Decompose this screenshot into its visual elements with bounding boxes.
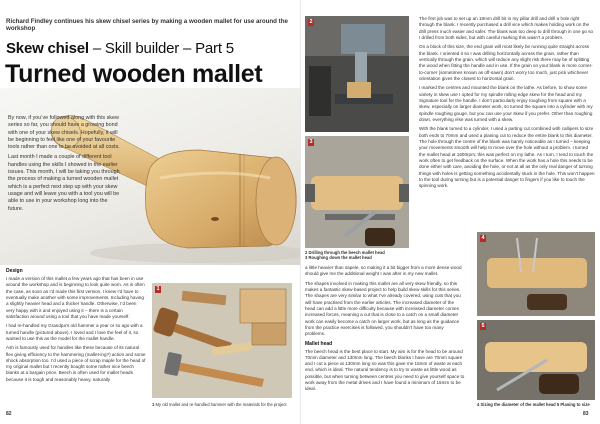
figure-5-photo xyxy=(477,320,595,400)
lathe-roughing-illustration xyxy=(305,136,409,248)
body-column-a xyxy=(419,16,595,193)
series-heading xyxy=(6,40,234,57)
figure-number: 1 xyxy=(156,286,160,292)
body-column-b xyxy=(305,265,465,396)
figure-2-photo xyxy=(305,16,409,132)
body-paragraph: The beech head is the best place to start. My aim is for the head to be around 70mm diameter and 130mm long. The beech blanks I have are 70mm square and I cut a piece at 130mm long so was this gave me 15mm of waste at each end, which is ideal. The natural tendency is to try to waste as little wood as possible, but when turning between centres you need to give yourself space to work away from the metal drives and I have found a minimum of 15mm to be ideal. xyxy=(305,348,465,392)
caption-text: Roughing down the mallet head xyxy=(308,255,372,261)
caption-line xyxy=(305,255,409,260)
figure-number: 3 xyxy=(309,139,313,145)
caption-number: 3 xyxy=(305,255,308,261)
planing-cut-illustration xyxy=(477,320,595,400)
caption-text: Planing to size xyxy=(560,402,590,407)
caption-number: 5 xyxy=(556,402,560,407)
pillar-drill-illustration xyxy=(305,16,409,132)
intro-paragraph: Last month I made a couple of different tool handles using the skills I showed in the earlier issues. This month, I will be taking you through the process of making a turned wooden mallet which is a perfect next step up with your skew usage and will leave you with a tool you will be able to use in your workshop long into the future. xyxy=(8,154,120,212)
body-paragraph: On a block of this size, the end grain will most likely be running quite straight across the blank. I oriented it so I was drilling horizontally across the grain, rather than vertically through the grain, which will reduce any slight risk there may be of splitting the wood when fitting the handle and in use. If the grain on your blank is more corner-to-corner (sometimes known as off-sawn) don’t worry too much, just pick whichever orientation gives the closest to horizontal grain. xyxy=(419,44,593,81)
series-bold: Skew chisel xyxy=(6,40,89,57)
design-heading: Design xyxy=(6,268,23,274)
caption-number: 1 xyxy=(152,402,155,407)
figure-number: 2 xyxy=(309,19,313,25)
intro-paragraph: By now, if you’ve followed along with this skew series so far, you should have a growing bond with one of your skew chisels. Hopefully, it will be beginning to feel like one of your favourite tools rather than one to be avoided at all costs. xyxy=(8,115,120,151)
figure-1-photo xyxy=(152,283,292,398)
tools-illustration xyxy=(152,283,292,398)
folio-left: 82 xyxy=(6,411,12,417)
figure-number: 5 xyxy=(481,323,485,329)
strapline: Richard Findley continues his skew chisel series by making a wooden mallet for use around the workshop xyxy=(6,18,288,32)
page-title: Turned wooden mallet xyxy=(5,60,263,88)
body-paragraph: a little heavier than sapele, so making it a bit bigger from a more dense wood should give me the additional weight I was after in my new mallet. xyxy=(305,265,462,277)
mallet-head-heading: Mallet head xyxy=(305,340,333,347)
figure-1-caption xyxy=(152,402,292,407)
folio-right: 83 xyxy=(583,411,589,417)
caption-text: Sizing the diameter of the mallet head xyxy=(480,402,556,407)
callipers-illustration xyxy=(477,232,595,316)
figure-3-photo xyxy=(305,136,409,248)
design-paragraph: Ash is famously used for handles like these because of its natural flex giving efficiency to the hammering (mallet-ing?) action and some shock absorption too. I’d used a piece of scrap maple for the head of my original mallet but I recently bought some rather nice beech blanks at a bargain price. Beech is often used for mallet heads because it is tough and reasonably heavy, naturally xyxy=(6,345,146,382)
caption-text: My old mallet and re-handled hammer with the materials for the project xyxy=(155,402,287,407)
design-paragraph: I had re-handled my Grandpa’s old hammer a year or so ago with a turned handle (pictured above). I loved and I love the feel of it, so wanted to use this as the model for the mallet handle. xyxy=(6,323,143,341)
design-paragraph: I made a version of this mallet a few years ago that has been in use around the workshop and is beginning to look quite worn. As is often the case, as soon as I’d made this first version, I knew I’d have to eventually make another with some improvements. Including having a slightly heavier head and a thicker handle. Otherwise, I’d been very happy with it and enjoyed using it – there is a certain satisfaction around using a tool that you have made yourself. xyxy=(6,275,145,319)
caption-text: Drilling through the beech mallet head xyxy=(308,250,385,255)
series-rest: – Skill builder – Part 5 xyxy=(88,40,234,57)
figure-4-5-captions xyxy=(477,402,595,407)
caption-number: 2 xyxy=(305,250,308,255)
caption-number: 4 xyxy=(477,402,480,407)
figure-2-3-captions xyxy=(305,250,409,261)
body-paragraph: I marked the centres and mounted the blank on the lathe. As before, to show some variety in skew use I opted for my spindle rolling edge skew for the head and my Signature tool for the handle. I don’t particularly enjoy roughing from square with a skew, especially on larger diameter work, so turned the square into a cylinder with my spindle roughing gouge, but you can use your skew if you prefer. Other than roughing down, everything else was turned with a skew. xyxy=(419,85,593,122)
body-paragraph: The shapes involved in making this mallet are all very skew friendly, so this makes a fantastic skew-based project to help build skew skills for this series. The shapes are very similar to what I’ve already covered, using cuts that you will have practised from the earlier articles. The increased diameter of the head can add a little more difficulty because with increased diameter comes increased forces, meaning a cut that is close to a catch on a small diameter work can easily become a catch on larger work, but as long as the guidance from the practice exercises is followed, you shouldn’t have too many problems. xyxy=(305,280,461,337)
body-paragraph: The first job was to set up an 18mm drill bit in my pillar drill and drill a hole right through the blank. I recently purchased a drill vice which makes holding work on the drill press much easier and safer. The blank was too deep to drill through in one go so I drilled from both sides, but with careful marking this wasn’t a problem. xyxy=(419,16,594,40)
right-page xyxy=(300,0,600,424)
body-paragraph: With the blank turned to a cylinder, I used a parting cut combined with callipers to size both ends to 70mm and used a planing cut to reduce the entire blank to this diameter. The hole through the centre of the blank was barely noticeable as I turned – keeping your movements smooth will help to move over the hole without a problem. I turned the mallet head at 1600rpm; this was perfect on my lathe. As I turn, I tend to touch the work often to get feedback on the surface. When the work has a hole this needs to be done either with care, avoiding the hole, or not at all as the only real danger of turning things with holes is getting something accidentally stuck in the hole. This won’t happen to the tool during turning but is a potential danger to fingers if you like to touch the spinning work. xyxy=(419,126,595,189)
figure-4-photo xyxy=(477,232,595,316)
figure-number: 4 xyxy=(481,235,485,241)
intro-text xyxy=(8,115,124,216)
design-column xyxy=(6,268,146,386)
